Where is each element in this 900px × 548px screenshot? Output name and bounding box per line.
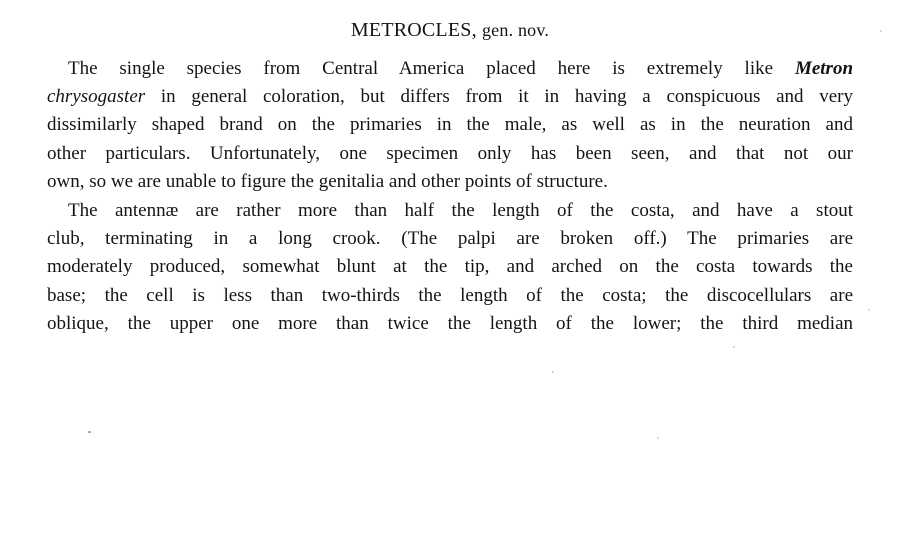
paragraph-1-line-3: dissimilarly shaped brand on the primaries in the male, as well as in the neuration and	[47, 114, 853, 136]
paragraph-2-line-1: The antennæ are rather more than half the length of the costa, and have a stout	[68, 200, 853, 221]
line-text: The single species from Central America placed here is extremely like	[68, 58, 774, 79]
paragraph-2-line-3: moderately produced, somewhat blunt at the tip, and arched on the costa towards the	[47, 256, 853, 278]
italic-genus-name: Metron	[794, 58, 854, 79]
paragraph-1	[47, 55, 853, 196]
genus-heading	[0, 19, 900, 42]
scan-speck	[868, 309, 870, 311]
paragraph-2-line-5: oblique, the upper one more than twice the length of the lower; the third median	[47, 312, 853, 334]
paragraph-1-line-5: own, so we are unable to figure the genitalia and other points of structure.	[47, 170, 608, 192]
genus-abbreviation: gen. nov.	[481, 20, 550, 40]
genus-name: METROCLES,	[350, 19, 477, 41]
paragraph-2-line-4: base; the cell is less than two-thirds the length of the costa; the discocellulars are	[47, 284, 853, 306]
scan-speck	[657, 437, 659, 439]
italic-species-name: chrysogaster	[47, 86, 146, 108]
line-text: in general coloration, but differs from it in having a conspicuous and very	[160, 86, 853, 108]
paragraph-1-line-1	[47, 55, 853, 83]
scan-speck	[88, 431, 91, 433]
paragraph-1-line-4: other particulars. Unfortunately, one specimen only has been seen, and that not our	[47, 142, 853, 164]
scan-speck	[552, 371, 554, 373]
scan-speck	[733, 346, 735, 348]
paragraph-1-line-2	[47, 83, 853, 111]
scan-speck	[880, 30, 882, 32]
paragraph-2	[47, 197, 853, 338]
paragraph-2-line-2: club, terminating in a long crook. (The palpi are broken off.) The primaries are	[47, 228, 853, 250]
